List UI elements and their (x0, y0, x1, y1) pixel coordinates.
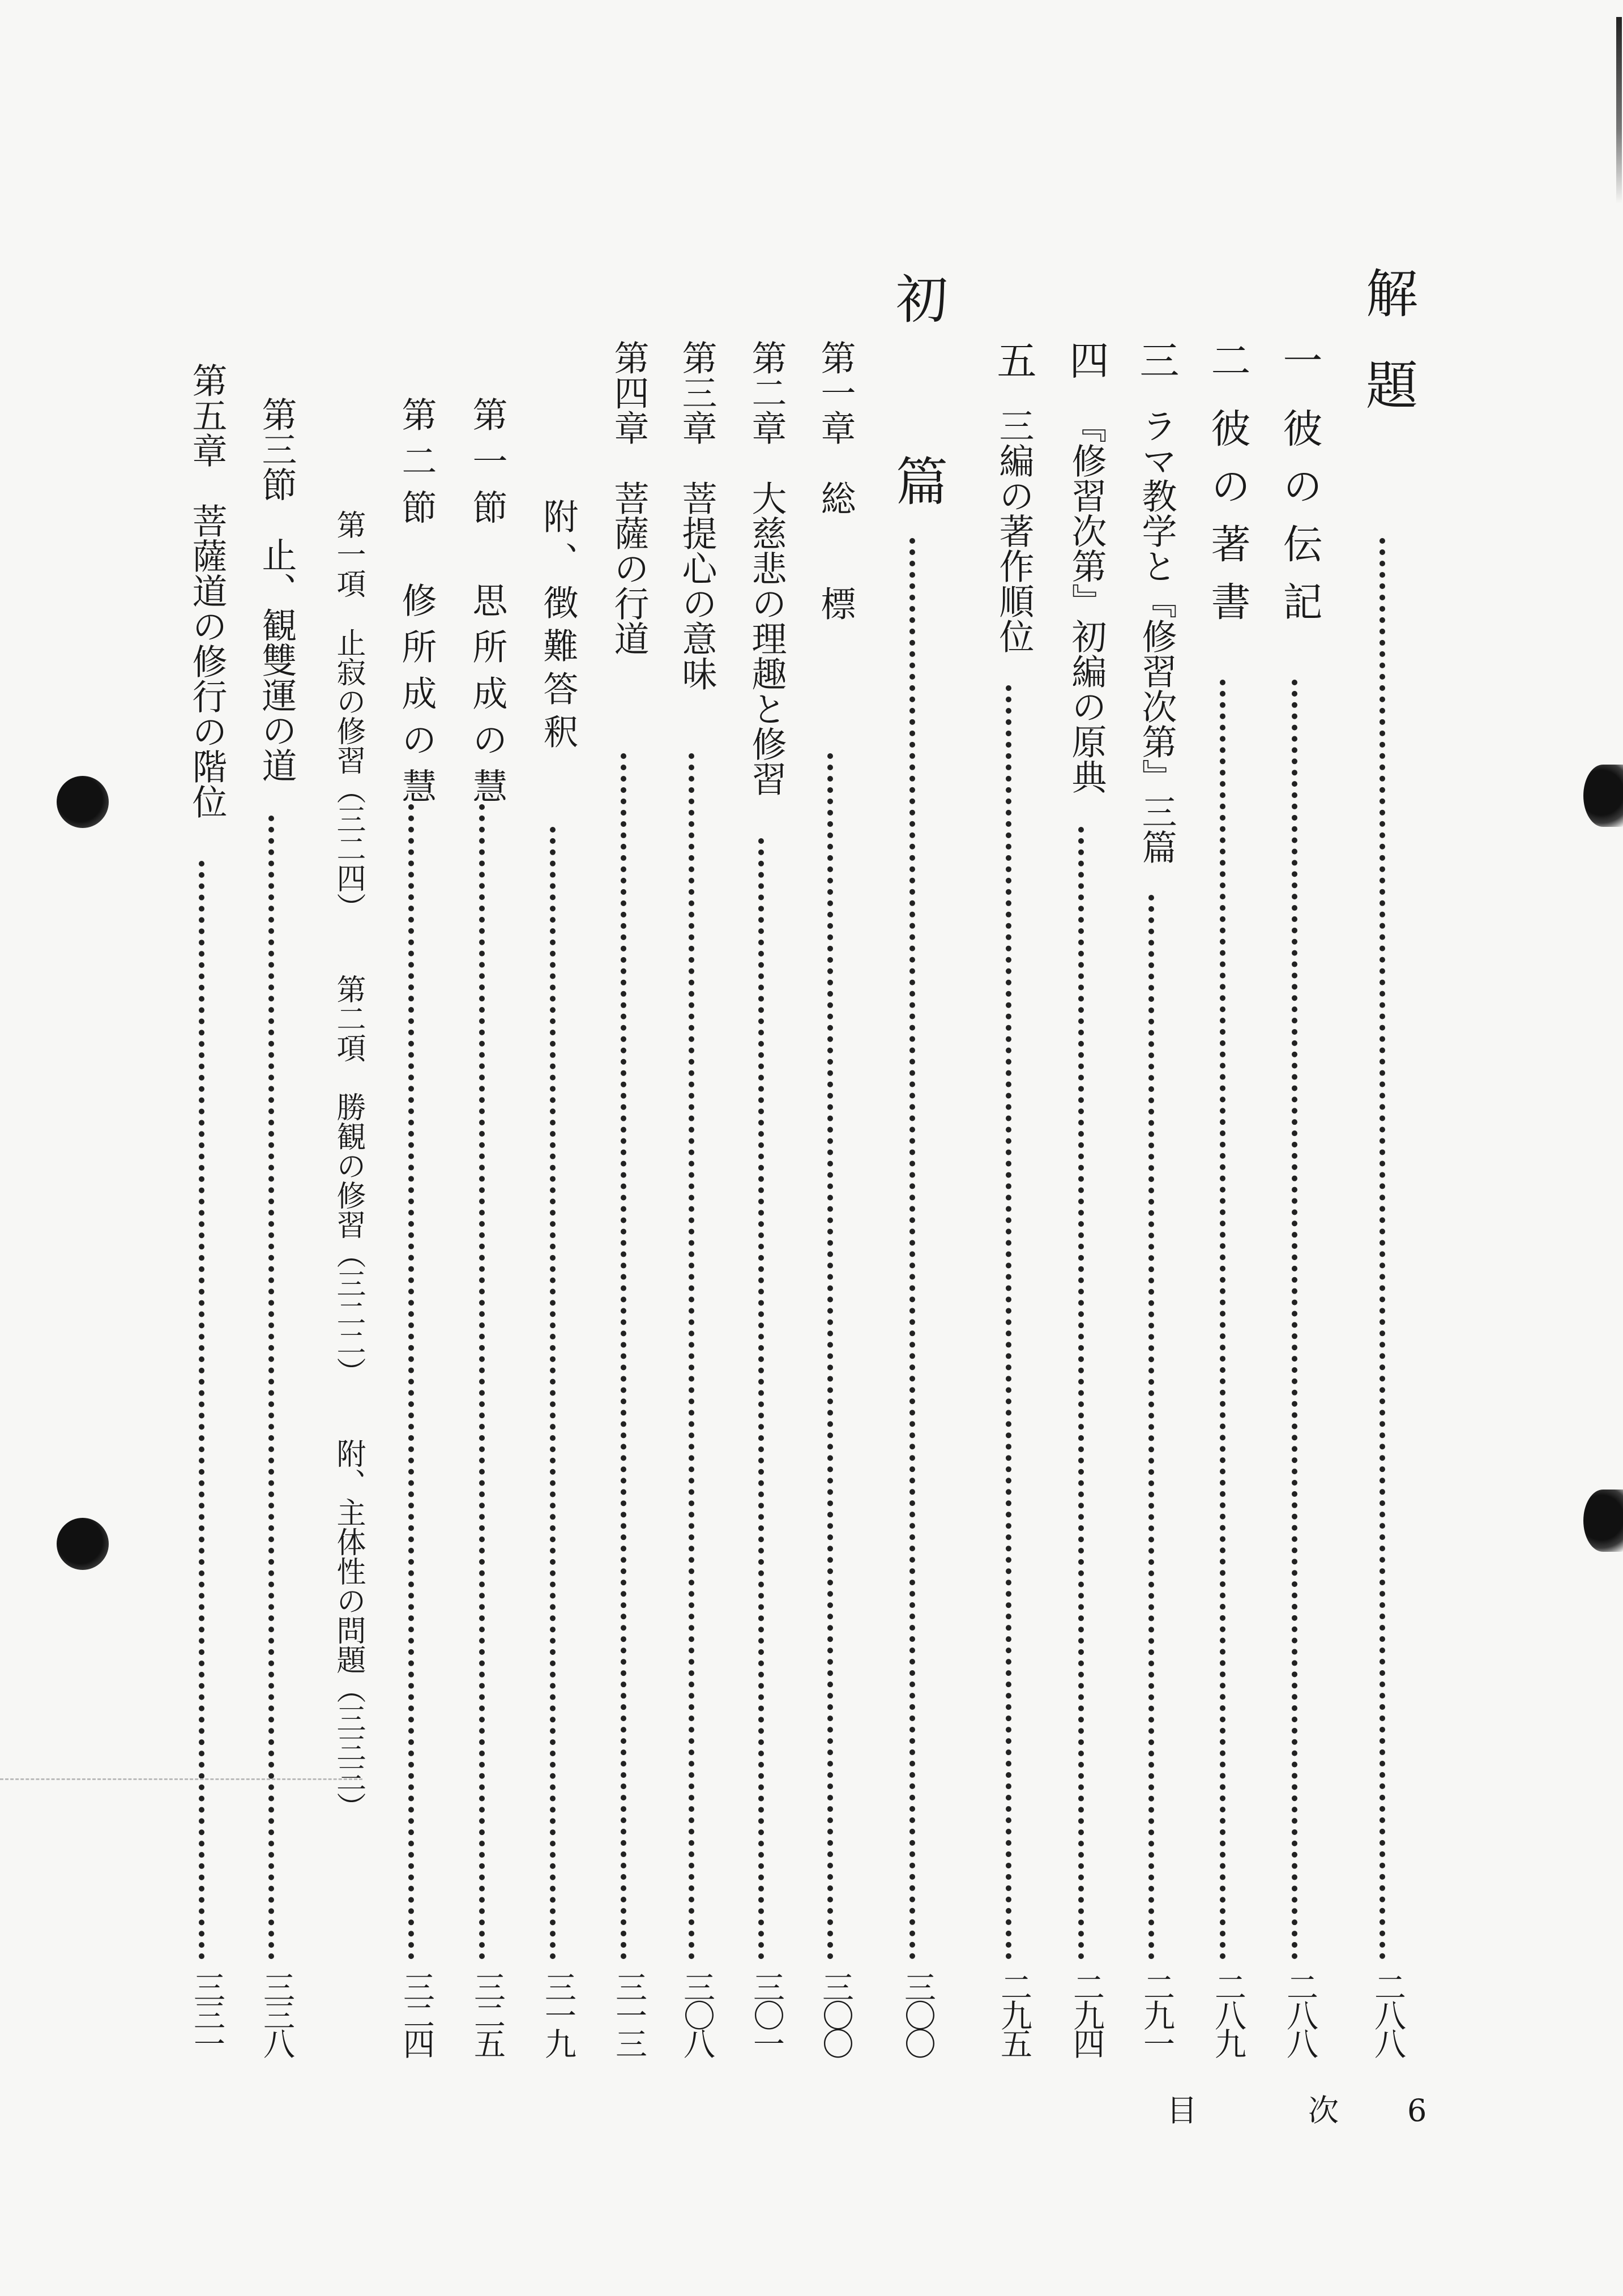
entry-title: 第二章 大慈悲の理趣と修習 (746, 340, 787, 796)
dot-leader (268, 816, 274, 1960)
entry-title: 彼の伝記 (1276, 408, 1323, 639)
sub-item-kou1: 第一項 止寂の修習（三二四） (331, 510, 365, 922)
entry-page: 三一三 (610, 1971, 647, 2056)
entry-number: 一 (1276, 340, 1323, 379)
dot-leader (758, 838, 764, 1960)
entry-page: 三〇八 (678, 1971, 715, 2056)
entry-page: 三三八 (258, 1971, 295, 2056)
dot-leader (621, 753, 626, 1960)
toc-entry[interactable] (1047, 0, 1126, 2296)
entry-number: 五 (990, 340, 1037, 379)
entry-page: 三一九 (540, 1971, 576, 2056)
entry-number: 三 (1133, 340, 1180, 379)
dot-leader (1220, 680, 1225, 1960)
shohen-heading: 初篇 (887, 272, 948, 637)
dot-leader (827, 753, 833, 1960)
entry-title: 第五章 菩薩道の修行の階位 (186, 362, 228, 819)
entry-page: 三〇〇 (817, 1971, 854, 2056)
toc-entry[interactable] (727, 0, 806, 2296)
entry-title: 第一節 思所成の慧 (467, 396, 508, 814)
dot-leader (689, 753, 694, 1960)
entry-title: 第一章 総 標 (815, 340, 856, 621)
shohen-page-number: 三〇〇 (899, 1971, 936, 2056)
footer-page-number: 6 (1407, 2093, 1427, 2128)
toc-entry[interactable] (1117, 0, 1196, 2296)
punch-hole-left-lower (57, 1518, 109, 1570)
punch-hole-left-upper (57, 776, 109, 828)
entry-title: 第二節 修所成の慧 (396, 396, 437, 814)
entry-title: 附、徴難答釈 (537, 498, 579, 757)
toc-entry[interactable] (237, 0, 316, 2296)
sub-item-kou2: 第二項 勝観の修習（三二二） (331, 974, 365, 1386)
dot-leader (1006, 685, 1011, 1960)
sub-items-column (309, 0, 388, 2296)
dot-leader (1148, 895, 1154, 1960)
dot-leader (479, 804, 485, 1960)
entry-page: 三二四 (398, 1971, 435, 2056)
toc-entry[interactable] (796, 0, 875, 2296)
entry-title: 第四章 菩薩の行道 (608, 340, 650, 656)
toc-entry[interactable] (377, 0, 456, 2296)
kaidai-heading: 解題 (1357, 266, 1418, 450)
entry-page: 二八八 (1282, 1971, 1318, 2056)
entry-title: 三編の著作順位 (993, 408, 1035, 654)
entry-title: 第三章 菩提心の意味 (676, 340, 717, 691)
toc-entry[interactable] (447, 0, 527, 2296)
dot-leader (909, 538, 915, 1960)
entry-page: 三三一 (189, 1971, 225, 2056)
entry-number: 二 (1205, 340, 1251, 379)
toc-entry[interactable] (1188, 0, 1267, 2296)
dot-leader (408, 804, 414, 1960)
entry-page: 二八九 (1210, 1971, 1246, 2056)
kaidai-column (1348, 0, 1427, 2296)
scan-edge-mark (1616, 17, 1622, 204)
dot-leader (1292, 680, 1297, 1960)
dot-leader (1379, 538, 1385, 1960)
scan-dashed-line (0, 1778, 362, 1780)
dot-leader (199, 861, 204, 1960)
entry-title: 彼の著書 (1205, 408, 1251, 639)
punch-hole-right-upper (1583, 765, 1623, 827)
toc-entry[interactable] (1260, 0, 1339, 2296)
entry-page: 三〇一 (748, 1971, 785, 2056)
dot-leader (550, 827, 556, 1960)
entry-title: 『修習次第』初編の原典 (1066, 408, 1107, 794)
toc-entry[interactable] (589, 0, 668, 2296)
dot-leader (1078, 827, 1084, 1960)
kaidai-page-number: 二八八 (1369, 1971, 1406, 2056)
entry-number: 四 (1063, 340, 1109, 379)
entry-page: 三二五 (469, 1971, 506, 2056)
toc-entry[interactable] (974, 0, 1053, 2296)
sub-item-appendix: 附、主体性の問題（三三三） (331, 1439, 365, 1821)
entry-page: 二九一 (1138, 1971, 1175, 2056)
shohen-column (878, 0, 957, 2296)
entry-title: 第三節 止、観雙運の道 (256, 396, 297, 783)
entry-page: 二九五 (996, 1971, 1032, 2056)
punch-hole-right-lower (1583, 1490, 1623, 1552)
toc-entry[interactable] (657, 0, 736, 2296)
entry-page: 二九四 (1068, 1971, 1105, 2056)
footer-label-b: 次 (1308, 2093, 1339, 2128)
toc-entry[interactable] (167, 0, 246, 2296)
entry-title: ラマ教学と『修習次第』三篇 (1136, 408, 1177, 864)
footer-label-a: 目 (1167, 2093, 1197, 2128)
toc-entry[interactable] (518, 0, 597, 2296)
